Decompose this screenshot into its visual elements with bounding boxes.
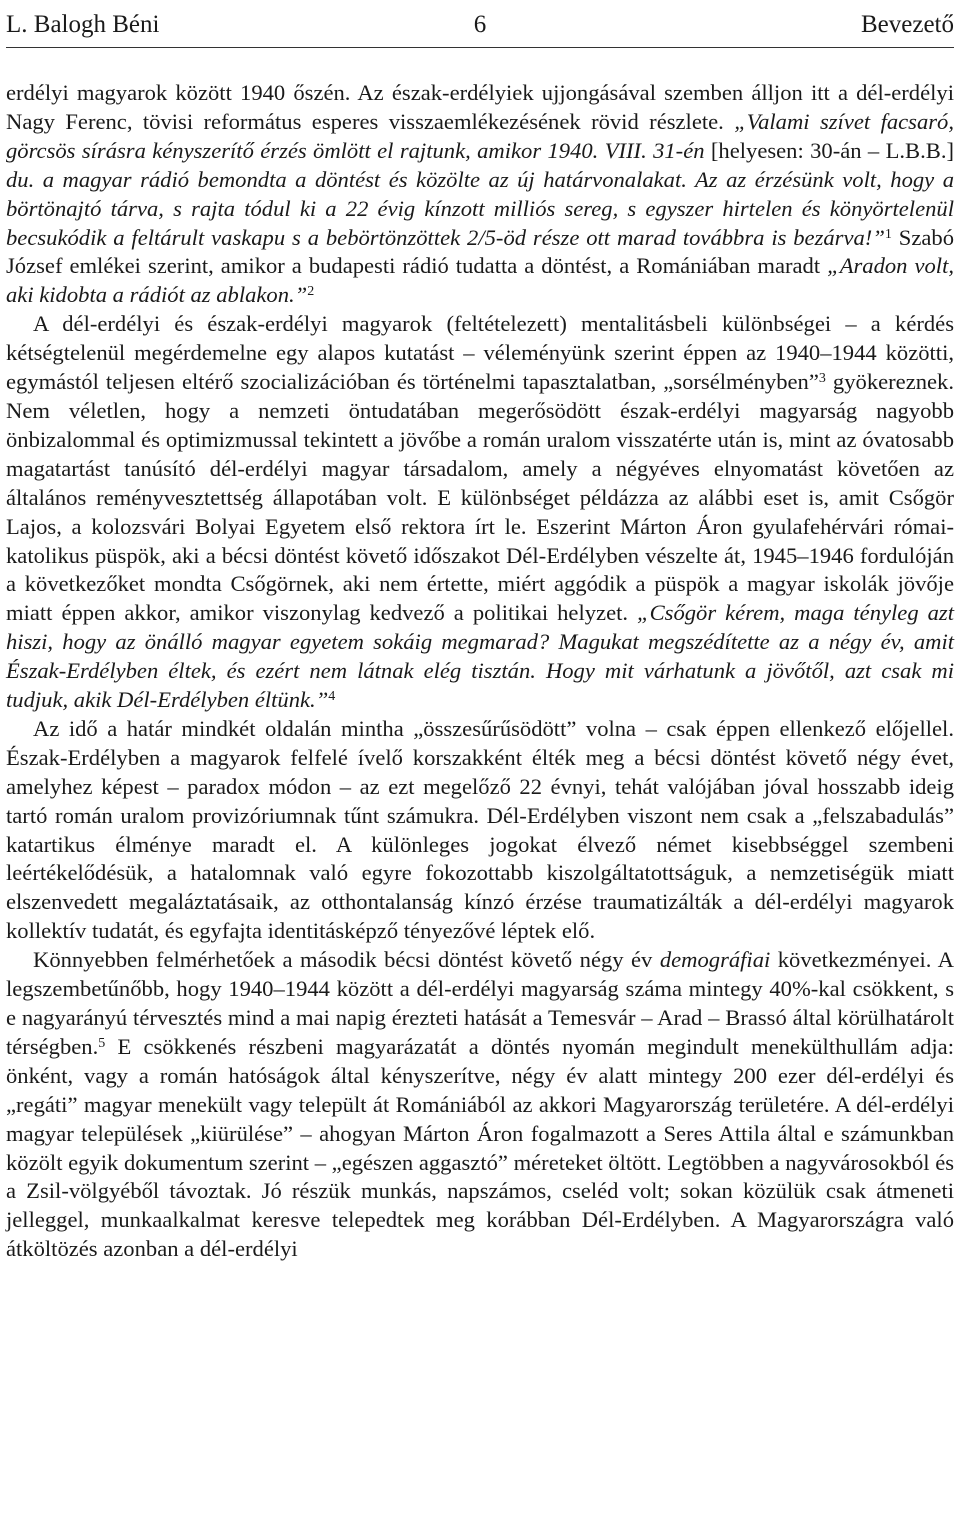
quoted-text: „Csőgör kérem, maga tényleg azt hiszi, hogy az önálló magyar egyetem sokáig megmarad? Magukat megszédítette az a négy év, amit Észak-Erdélyben éltek, és ezért nem látnak elég tisztán. Hogy mit várhatunk a jövőtől, azt csak mi tudjuk, akik Dél-Erdélyben éltünk.”: [6, 600, 954, 713]
quoted-text: „Valami szívet facsaró, görcsös sírásra kényszerítő érzés ömlött el rajtunk, amikor 1940. VIII. 31-én: [6, 108, 954, 163]
paragraph-text: következményei. A legszembetűnőbb, hogy 1940–1944 között a dél-erdélyi magyarság száma mintegy 40%-kal csökkent, s e nagyarányú térvesztés mind a mai napig érezteti hatását a Temesvár – Arad – Brassó által körülhatárolt térségben.: [6, 947, 954, 1059]
paragraph-text: [helyesen: 30-án – L.B.B.]: [704, 137, 955, 163]
paragraph-text: gyökereznek. Nem véletlen, hogy a nemzeti öntudatában megerősödött észak-erdélyi magyarság nagyobb önbizalommal és optimizmussal tekintett a jövőbe a román uralom visszatérte után is, mint az óvatosabb magatartást tanúsító dél-erdélyi magyar társadalom, amely a négyéves elnyomatást követően az általános reményvesztettség állapotában volt. E különbséget példázza az alábbi eset is, amit Csőgör Lajos, a kolozsvári Bolyai Egyetem első rektora írt le. Eszerint Márton Áron gyulafehérvári római-katolikus püspök, aki a bécsi döntést követő időszakot Dél-Erdélyben vészelte át, 1945–1946 fordulóján a következőket mondta Csőgörnek, aki nem értette, miért aggódik a püspök a magyar iskolák jövője miatt éppen akkor, amikor viszonylag kedvező a politikai helyzet.: [6, 369, 954, 626]
quoted-text: „Aradon volt, aki kidobta a rádiót az ablakon.”: [6, 253, 954, 308]
header-rule: [6, 47, 954, 48]
header-page-number: 6: [473, 11, 487, 38]
page-header: [6, 8, 954, 42]
paragraph-text: E csökkenés részbeni magyarázatát a döntés nyomán megindult menekülthullám adja: önként, vagy a román hatóságok által kényszerítve, négy év alatt mintegy 200 ezer dél-erdélyi és „regáti” magyar menekült vagy települt át Romániából az akkori Magyarország területére. A dél-erdélyi magyar települések „kiürülése” – ahogyan Márton Áron fogalmazott a Seres Attila által e számunkban közölt egyik dokumentum szerint – „egészen aggasztó” méreteket öltött. Legtöbben a nagyvárosokból és a Zsil-völgyéből távoztak. Jó részük munkás, napszámos, cseléd volt; sokan közülük csak átmeneti jelleggel, munkaalkalmat keresve telepedtek meg korábban Dél-Erdélyben. A Magyarországra való átköltözés azonban a dél-erdélyi: [6, 1033, 955, 1262]
body-paragraph: [6, 79, 954, 310]
header-author: L. Balogh Béni: [6, 11, 160, 38]
paragraph-text: A dél-erdélyi és észak-erdélyi magyarok (feltételezett) mentalitásbeli különbségei – a kérdés kétségtelenül megérdemelne egy alapos kutatást – véleményünk szerint éppen az 1940–1944 közötti, egymástól teljesen eltérő szocializációban és történelmi tapasztalatban, „sorsélményben”: [6, 311, 954, 395]
footnote-marker: 3: [818, 371, 826, 387]
paragraph-text: Az idő a határ mindkét oldalán mintha „összesűrűsödött” volna – csak éppen ellenkező előjellel. Észak-Erdélyben a magyarok felfelé ívelő korszakként élték meg a bécsi döntést követő négy évet, amelyhez képest – paradox módon – az ezt megelőző 22 évnyi, tehát valójában jóval hosszabb ideig tartó román uralom provizóriumnak tűnt számukra. Dél-Erdélyben viszont nem csak a „felszabadulás” katartikus élménye maradt el. A különleges jogokat élvező német kisebbséggel szembeni leértékelődésük, a hatalomnak való egyre fokozottabb kiszolgáltatottságuk, a nemzetiségük miatt elszenvedett megaláztatásaik, az otthontalanság kínzó érzése traumatizálták a dél-erdélyi magyarok kollektív tudatát, és egyfajta identitásképző tényezővé léptek elő.: [6, 715, 954, 944]
body-paragraph: [6, 715, 954, 946]
footnote-marker: 5: [98, 1035, 106, 1051]
header-section-title: Bevezető: [860, 11, 954, 38]
quoted-text: du. a magyar rádió bemondta a döntést és közölte az új határvonalakat. Az az érzésünk volt, hogy a börtönajtó tárva, s rajta tódul ki a 22 évig kínzott milliós sereg, s egyszer hirtelen és könyörtelenül becsukódik a feltárult vaskapu s a bebörtönzöttek 2/5-öd része ott marad továbbra is bezárva!”: [6, 166, 954, 250]
body-paragraph: [6, 946, 954, 1264]
footnote-marker: 2: [307, 284, 315, 300]
quoted-text: demográfiai: [659, 947, 771, 973]
paragraph-text: erdélyi magyarok között 1940 őszén. Az észak-erdélyiek ujjongásával szemben álljon itt a dél-erdélyi Nagy Ferenc, tövisi református esperes visszaemlékezésének rövid részlete.: [6, 80, 954, 134]
body-text: [6, 79, 954, 1264]
paragraph-text: Szabó József emlékei szerint, amikor a budapesti rádió tudatta a döntést, a Romániában maradt: [6, 224, 954, 279]
footnote-marker: 4: [328, 689, 336, 705]
body-paragraph: [6, 310, 954, 715]
footnote-marker: 1: [884, 226, 892, 242]
paragraph-text: Könnyebben felmérhetőek a második bécsi döntést követő négy év: [33, 947, 660, 973]
